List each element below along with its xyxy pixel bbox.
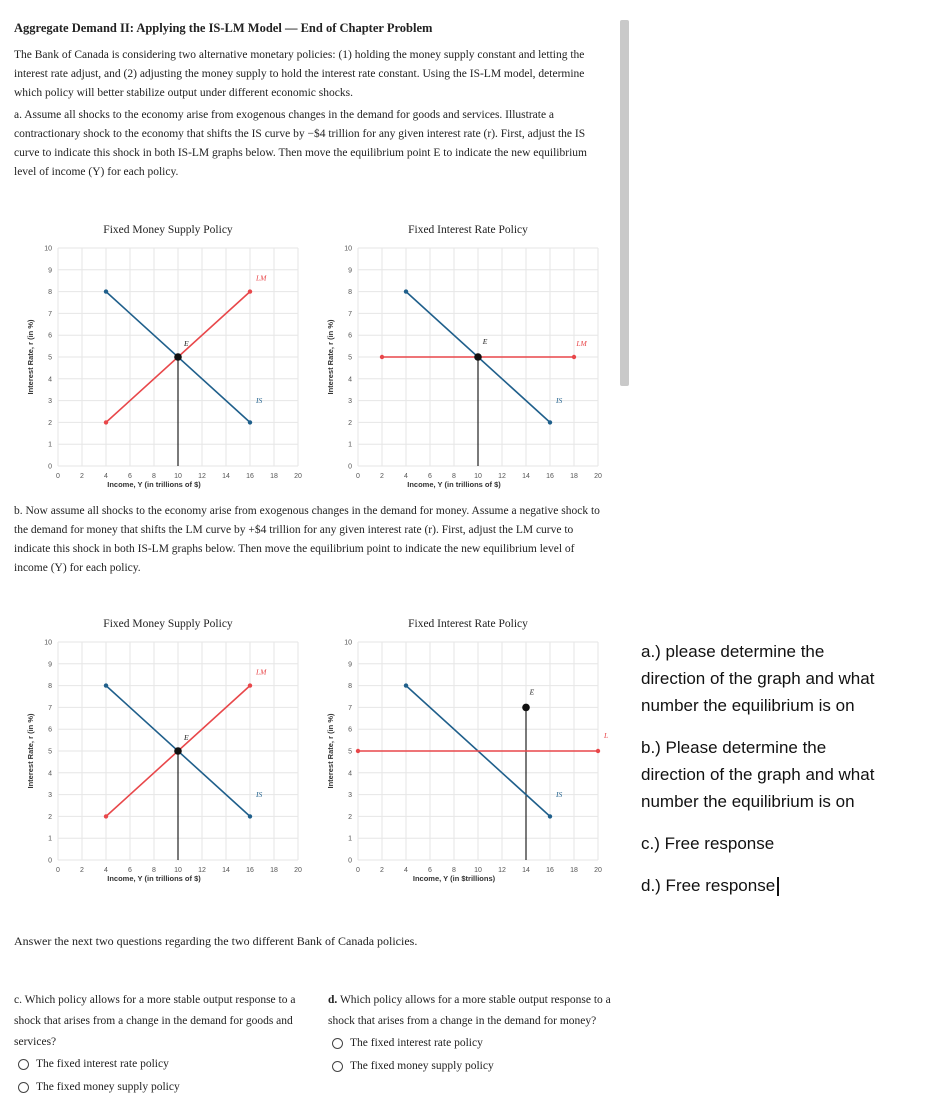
side-note-c[interactable]: c.) Free response	[641, 834, 775, 853]
x-tick-label: 20	[294, 867, 302, 874]
x-tick-label: 16	[546, 867, 554, 874]
y-tick-label: 7	[348, 310, 352, 318]
y-tick-label: 6	[48, 726, 52, 734]
text-cursor	[777, 877, 779, 896]
x-tick-label: 12	[498, 473, 506, 480]
y-tick-label: 0	[48, 463, 52, 471]
y-tick-label: 10	[44, 245, 52, 253]
x-tick-label: 0	[356, 867, 360, 874]
y-tick-label: 6	[348, 332, 352, 340]
y-tick-label: 10	[44, 639, 52, 647]
y-tick-label: 3	[348, 792, 352, 800]
curve-label-is: IS	[256, 395, 263, 405]
y-tick-label: 4	[348, 770, 352, 778]
chart-b-fixed-interest-rate[interactable]	[322, 612, 627, 894]
y-tick-label: 3	[48, 792, 52, 800]
y-tick-label: 2	[48, 813, 52, 821]
question-c	[14, 990, 304, 1099]
x-tick-label: 0	[56, 867, 60, 874]
y-tick-label: 6	[348, 726, 352, 734]
chart-title: Fixed Interest Rate Policy	[408, 618, 528, 630]
chart-title: Fixed Money Supply Policy	[103, 618, 233, 630]
x-tick-label: 10	[474, 867, 482, 874]
x-tick-label: 16	[246, 867, 254, 874]
x-tick-label: 12	[198, 473, 206, 480]
curve-label-lm: LM	[576, 339, 587, 349]
question-c-option-fixed-interest[interactable]	[14, 1053, 304, 1076]
equilibrium-point[interactable]	[474, 353, 482, 361]
is-endpoint-handle[interactable]	[404, 289, 408, 293]
x-tick-label: 18	[570, 473, 578, 480]
radio-button[interactable]	[332, 1061, 343, 1072]
equilibrium-point[interactable]	[174, 353, 182, 361]
y-tick-label: 6	[48, 332, 52, 340]
x-tick-label: 8	[152, 867, 156, 874]
is-endpoint-handle[interactable]	[104, 289, 108, 293]
y-tick-label: 0	[48, 857, 52, 865]
intro-paragraph: The Bank of Canada is considering two alternative monetary policies: (1) holding the money supply constant and letting the interest rate adjust, and (2) adjusting the money supply to hold the interest rate constant. Using the IS-LM model, determine which policy will better stabilize output under different economic shocks.	[14, 49, 585, 99]
x-tick-label: 6	[428, 473, 432, 480]
y-tick-label: 10	[344, 245, 352, 253]
y-tick-label: 1	[348, 835, 352, 843]
question-d	[328, 990, 618, 1078]
chart-title: Fixed Money Supply Policy	[103, 224, 233, 236]
option-label: The fixed money supply policy	[36, 1081, 180, 1093]
y-tick-label: 8	[48, 683, 52, 691]
y-tick-label: 4	[48, 770, 52, 778]
is-endpoint-handle[interactable]	[248, 814, 252, 818]
x-tick-label: 12	[198, 867, 206, 874]
x-axis-label: Income, Y (in $trillions)	[412, 874, 496, 883]
curve-label-l: L	[604, 730, 609, 740]
y-tick-label: 9	[348, 267, 352, 275]
part-b-instructions: b. Now assume all shocks to the economy arise from exogenous changes in the demand for money. Assume a negative shock to the demand for money that shifts the LM curve by +$4 trillion for any given interest rate (r). First, adjust the LM curve to indicate this shock in both IS-LM graphs below. Then move the equilibrium point to indicate the new equilibrium level of income (Y) for each policy.	[14, 505, 600, 574]
part-a-instructions: a. Assume all shocks to the economy arise from exogenous changes in the demand for goods and services. Illustrate a contractionary shock to the economy that shifts the IS curve by −$4 trillion for any given interest rate (r). First, adjust the IS curve to indicate this shock in both IS-LM graphs below. Then move the equilibrium point E to indicate the new equilibrium level of income (Y) for each policy.	[14, 109, 587, 178]
y-tick-label: 5	[348, 748, 352, 756]
x-tick-label: 4	[104, 867, 108, 874]
y-tick-label: 2	[348, 813, 352, 821]
y-tick-label: 4	[348, 376, 352, 384]
y-tick-label: 7	[348, 704, 352, 712]
question-d-prefix: d.	[328, 994, 338, 1006]
x-tick-label: 6	[128, 867, 132, 874]
lm-endpoint-handle[interactable]	[248, 683, 252, 687]
curve-label-is: IS	[556, 395, 563, 405]
y-axis-label: Interest Rate, r (in %)	[26, 319, 35, 395]
y-tick-label: 8	[348, 683, 352, 691]
x-tick-label: 4	[404, 473, 408, 480]
option-label: The fixed money supply policy	[350, 1060, 494, 1072]
x-tick-label: 6	[428, 867, 432, 874]
question-d-body: Which policy allows for a more stable output response to a shock that arises from a change in the demand for money?	[328, 994, 611, 1027]
x-tick-label: 14	[222, 867, 230, 874]
y-tick-label: 0	[348, 463, 352, 471]
page-title: Aggregate Demand II: Applying the IS-LM Model — End of Chapter Problem	[14, 21, 433, 35]
equilibrium-point[interactable]	[522, 704, 530, 712]
x-tick-label: 20	[594, 867, 602, 874]
y-tick-label: 9	[348, 661, 352, 669]
y-tick-label: 1	[348, 441, 352, 449]
y-tick-label: 5	[48, 748, 52, 756]
radio-button[interactable]	[332, 1038, 343, 1049]
x-tick-label: 18	[570, 867, 578, 874]
chart-a-fixed-interest-rate[interactable]	[322, 218, 622, 500]
y-tick-label: 1	[48, 441, 52, 449]
x-tick-label: 20	[294, 473, 302, 480]
x-tick-label: 8	[452, 473, 456, 480]
x-tick-label: 8	[152, 473, 156, 480]
side-note-a[interactable]: a.) please determine the direction of the graph and what number the equilibrium is on	[641, 642, 875, 715]
x-tick-label: 2	[380, 867, 384, 874]
lm-endpoint-handle[interactable]	[104, 420, 108, 424]
x-tick-label: 14	[522, 867, 530, 874]
x-tick-label: 10	[174, 867, 182, 874]
chart-a-fixed-money-supply[interactable]	[22, 218, 314, 500]
y-tick-label: 8	[48, 289, 52, 297]
x-axis-label: Income, Y (in trillions of $)	[107, 874, 201, 883]
y-tick-label: 7	[48, 310, 52, 318]
is-endpoint-handle[interactable]	[248, 420, 252, 424]
x-axis-label: Income, Y (in trillions of $)	[407, 480, 501, 489]
chart-b-fixed-money-supply[interactable]	[22, 612, 314, 894]
scrollbar[interactable]	[620, 20, 629, 386]
x-tick-label: 0	[56, 473, 60, 480]
x-tick-label: 10	[174, 473, 182, 480]
y-tick-label: 7	[48, 704, 52, 712]
chart-title: Fixed Interest Rate Policy	[408, 224, 528, 236]
y-tick-label: 9	[48, 661, 52, 669]
questions-prompt: Answer the next two questions regarding the two different Bank of Canada policies.	[14, 934, 418, 948]
y-tick-label: 5	[348, 354, 352, 362]
lm-endpoint-handle[interactable]	[104, 814, 108, 818]
y-tick-label: 0	[348, 857, 352, 865]
question-d-option-fixed-money[interactable]	[328, 1055, 618, 1078]
x-tick-label: 4	[404, 867, 408, 874]
is-endpoint-handle[interactable]	[404, 683, 408, 687]
x-tick-label: 2	[80, 473, 84, 480]
x-tick-label: 0	[356, 473, 360, 480]
question-d-text	[328, 990, 618, 1032]
y-tick-label: 8	[348, 289, 352, 297]
y-tick-label: 2	[48, 419, 52, 427]
curve-label-e: E	[184, 733, 189, 743]
y-tick-label: 3	[348, 398, 352, 406]
is-endpoint-handle[interactable]	[548, 814, 552, 818]
y-tick-label: 1	[48, 835, 52, 843]
is-endpoint-handle[interactable]	[104, 683, 108, 687]
radio-button[interactable]	[18, 1059, 29, 1070]
y-tick-label: 10	[344, 639, 352, 647]
x-tick-label: 12	[498, 867, 506, 874]
curve-label-is: IS	[256, 789, 263, 799]
y-axis-label: Interest Rate, r (in %)	[326, 319, 335, 395]
x-tick-label: 18	[270, 473, 278, 480]
x-tick-label: 20	[594, 473, 602, 480]
is-endpoint-handle[interactable]	[548, 420, 552, 424]
lm-endpoint-handle[interactable]	[356, 749, 360, 753]
lm-endpoint-handle[interactable]	[572, 355, 576, 359]
x-tick-label: 4	[104, 473, 108, 480]
question-c-option-fixed-money[interactable]	[14, 1076, 304, 1099]
y-tick-label: 9	[48, 267, 52, 275]
curve-label-e: E	[529, 687, 535, 697]
curve-label-lm: LM	[256, 273, 267, 283]
x-tick-label: 2	[380, 473, 384, 480]
lm-endpoint-handle[interactable]	[248, 289, 252, 293]
curve-label-e: E	[184, 339, 189, 349]
curve-label-is: IS	[556, 789, 563, 799]
lm-endpoint-handle[interactable]	[596, 749, 600, 753]
y-tick-label: 5	[48, 354, 52, 362]
side-note-d-text[interactable]: d.) Free response	[641, 876, 776, 895]
question-c-text: c. Which policy allows for a more stable output response to a shock that arises from a change in the demand for goods and services?	[14, 994, 296, 1048]
equilibrium-point[interactable]	[174, 747, 182, 755]
x-tick-label: 6	[128, 473, 132, 480]
curve-label-e: E	[482, 336, 488, 346]
side-note-d[interactable]	[641, 872, 881, 899]
side-note-b[interactable]: b.) Please determine the direction of the graph and what number the equilibrium is on	[641, 738, 875, 811]
y-tick-label: 4	[48, 376, 52, 384]
x-tick-label: 10	[474, 473, 482, 480]
x-tick-label: 2	[80, 867, 84, 874]
x-tick-label: 16	[246, 473, 254, 480]
question-d-option-fixed-interest[interactable]	[328, 1032, 618, 1055]
radio-button[interactable]	[18, 1082, 29, 1093]
lm-endpoint-handle[interactable]	[380, 355, 384, 359]
x-tick-label: 8	[452, 867, 456, 874]
curve-label-lm: LM	[256, 667, 267, 677]
side-notes[interactable]	[641, 638, 881, 899]
y-axis-label: Interest Rate, r (in %)	[326, 713, 335, 789]
y-tick-label: 3	[48, 398, 52, 406]
y-tick-label: 2	[348, 419, 352, 427]
option-label: The fixed interest rate policy	[36, 1058, 169, 1070]
y-axis-label: Interest Rate, r (in %)	[26, 713, 35, 789]
x-tick-label: 18	[270, 867, 278, 874]
x-axis-label: Income, Y (in trillions of $)	[107, 480, 201, 489]
option-label: The fixed interest rate policy	[350, 1037, 483, 1049]
x-tick-label: 14	[522, 473, 530, 480]
x-tick-label: 16	[546, 473, 554, 480]
x-tick-label: 14	[222, 473, 230, 480]
